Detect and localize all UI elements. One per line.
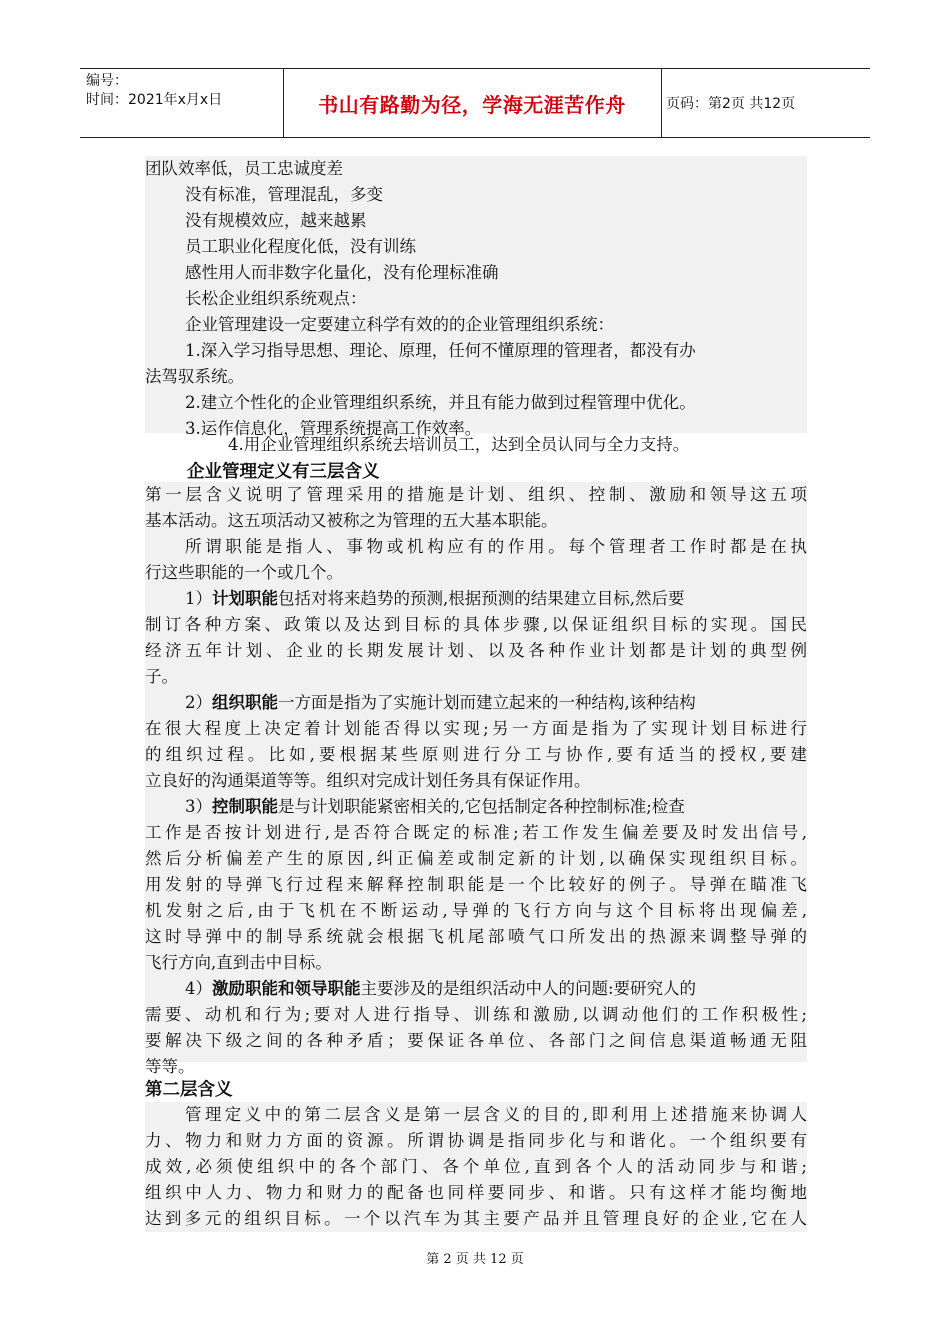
function-title: 激励职能和领导职能 [212,979,361,998]
intro-line: 团队效率低，员工忠诚度差 [145,159,343,178]
page-header [80,68,870,138]
section-heading: 第二层含义 [145,1080,233,1100]
intro-block [228,432,828,458]
paragraph-line: 需要、动机和行为;要对人进行指导、训练和激励,以调动他们的工作积极性; [145,1005,807,1024]
paragraph-line: 工作是否按计划进行,是否符合既定的标准;若工作发生偏差要及时发出信号, [145,823,807,842]
function-title: 组织职能 [212,693,278,712]
paragraph-line: 组织中人力、物力和财力的配备也同样要同步、和谐。只有这样才能均衡地 [145,1183,807,1202]
function-title: 计划职能 [212,589,278,608]
paragraph-line: 成效,必须使组织中的各个部门、各个单位,直到各个人的活动同步与和谐; [145,1157,807,1176]
paragraph-line: 要解决下级之间的各种矛盾；要保证各单位、各部门之间信息渠道畅通无阻 [145,1031,807,1050]
intro-line: 没有规模效应，越来越累 [185,211,367,230]
intro-line: 3.运作信息化，管理系统提高工作效率。 [185,419,482,438]
paragraph-line: 子。 [145,667,178,686]
paragraph-line: 经济五年计划、企业的长期发展计划、以及各种作业计划都是计划的典型例 [145,641,807,660]
header-meta [86,72,222,110]
paragraph-line: 基本活动。这五项活动又被称之为管理的五大基本职能。 [145,511,558,530]
paragraph-line: 这时导弹中的制导系统就会根据飞机尾部喷气口所发出的热源来调整导弹的 [145,927,807,946]
header-motto: 书山有路勤为径，学海无涯苦作舟 [318,92,626,117]
paragraph-line: 制订各种方案、政策以及达到目标的具体步骤,以保证组织目标的实现。国民 [145,615,807,634]
intro-line: 感性用人而非数字化量化，没有伦理标准确 [185,263,499,282]
intro-block [145,156,807,442]
section-heading: 企业管理定义有三层含义 [187,462,380,482]
intro-line: 4.用企业管理组织系统去培训员工，达到全员认同与全力支持。 [228,435,690,454]
section2-body [145,1102,807,1232]
paragraph-line: 的组织过程。比如,要根据某些原则进行分工与协作,要有适当的授权,要建 [145,745,807,764]
intro-line: 没有标准，管理混乱，多变 [185,185,383,204]
intro-line: 1.深入学习指导思想、理论、原理，任何不懂原理的管理者，都没有办 [185,341,696,360]
paragraph-line: 等等。 [145,1057,195,1076]
paragraph-line: 立良好的沟通渠道等等。组织对完成计划任务具有保证作用。 [145,771,591,790]
paragraph-line: 机发射之后,由于飞机在不断运动,导弹的飞行方向与这个目标将出现偏差, [145,901,807,920]
paragraph-line: 第一层含义说明了管理采用的措施是计划、组织、控制、激励和领导这五项 [145,485,807,504]
paragraph-line: 在很大程度上决定着计划能否得以实现;另一方面是指为了实现计划目标进行 [145,719,807,738]
intro-line: 长松企业组织系统观点： [185,289,367,308]
section1-body [145,482,807,1080]
paragraph-line: 行这些职能的一个或几个。 [145,563,343,582]
date-label: 时间：2021年x月x日 [86,92,223,108]
doc-number-label: 编号： [86,73,128,89]
function-item-control: 3）控制职能是与计划职能紧密相关的,它包括制定各种控制标准;检查 [185,797,685,816]
paragraph-line: 用发射的导弹飞行过程来解释控制职能是一个比较好的例子。导弹在瞄准飞 [145,875,807,894]
paragraph-line: 然后分析偏差产生的原因,纠正偏差或制定新的计划,以确保实现组织目标。 [145,849,807,868]
intro-line: 企业管理建设一定要建立科学有效的的企业管理组织系统： [185,315,614,334]
function-title: 控制职能 [212,797,278,816]
paragraph-line: 力、物力和财力方面的资源。所谓协调是指同步化与和谐化。一个组织要有 [145,1131,807,1150]
page-info: 页码：第2页 共12页 [666,96,796,112]
paragraph-line: 所谓职能是指人、事物或机构应有的作用。每个管理者工作时都是在执 [185,537,807,556]
function-item-plan: 1）计划职能包括对将来趋势的预测,根据预测的结果建立目标,然后要 [185,589,685,608]
paragraph-line: 达到多元的组织目标。一个以汽车为其主要产品并且管理良好的企业,它在人 [145,1209,807,1228]
page-footer: 第 2 页 共 12 页 [426,1252,524,1267]
paragraph-line: 管理定义中的第二层含义是第一层含义的目的,即利用上述措施来协调人 [185,1105,807,1124]
header-divider [661,69,662,137]
intro-line: 2.建立个性化的企业管理组织系统，并且有能力做到过程管理中优化。 [185,393,696,412]
paragraph-line: 飞行方向,直到击中目标。 [145,953,332,972]
intro-line: 法驾驭系统。 [145,367,244,386]
intro-line: 员工职业化程度化低，没有训练 [185,237,416,256]
function-item-organize: 2）组织职能一方面是指为了实施计划而建立起来的一种结构,该种结构 [185,693,696,712]
function-item-motivate-lead: 4）激励职能和领导职能主要涉及的是组织活动中人的问题:要研究人的 [185,979,697,998]
